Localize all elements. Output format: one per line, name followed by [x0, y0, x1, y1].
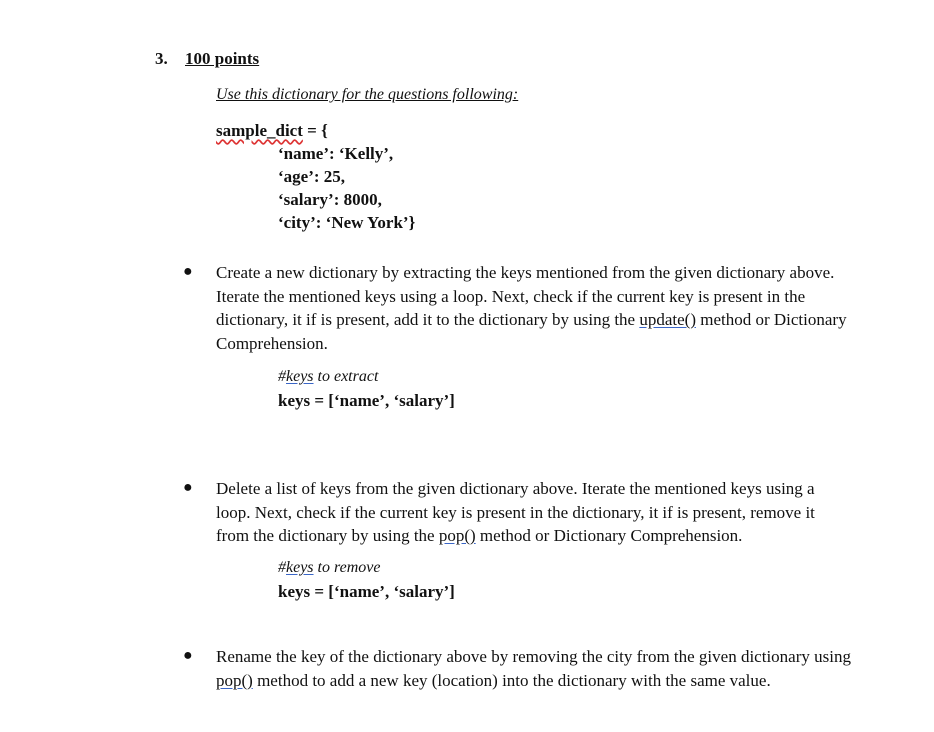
question-points: 100 points	[185, 49, 260, 68]
bullet-1-line: Comprehension.	[216, 333, 328, 353]
bullet-1-line-text: dictionary, it if is present, add it to the dictionary by using the	[216, 310, 640, 329]
dict-assign: = {	[302, 121, 328, 140]
bullet-1-marker: ●	[183, 263, 193, 280]
bullet-3-line-tail: method to add a new key (location) into the dictionary with the same value.	[252, 670, 771, 690]
dict-variable-name: sample_dict	[216, 121, 303, 140]
pop-method-link[interactable]: pop()	[438, 526, 476, 545]
comment-hash: #	[278, 368, 286, 385]
bullet-2-code-line: keys = [‘name’, ‘salary’]	[278, 582, 455, 601]
update-method-link[interactable]: update()	[639, 310, 696, 329]
bullet-2-code-comment	[278, 559, 380, 577]
comment-keyword: keys	[286, 559, 314, 576]
bullet-1-code-line: keys = [‘name’, ‘salary’]	[278, 391, 455, 410]
bullet-3-text	[216, 645, 906, 692]
bullet-2-line: Delete a list of keys from the given dictionary above. Iterate the mentioned keys using a	[216, 479, 815, 498]
pop-method-link[interactable]: pop()	[216, 670, 253, 690]
dict-entry-name: ‘name’: ‘Kelly’,	[278, 144, 394, 163]
bullet-2-line: loop. Next, check if the current key is present in the dictionary, it if is present, remove it	[216, 502, 815, 522]
bullet-1-line-tail: method or Dictionary	[695, 310, 847, 329]
bullet-2-line-text: from the dictionary by using the	[216, 526, 439, 545]
bullet-2-line-tail: method or Dictionary Comprehension.	[475, 526, 743, 545]
bullet-1-text	[216, 261, 906, 355]
comment-rest: to remove	[313, 559, 381, 576]
bullet-1-code-comment	[278, 368, 378, 386]
comment-rest: to extract	[313, 368, 379, 385]
comment-keyword: keys	[286, 368, 314, 385]
bullet-1-line	[216, 308, 906, 332]
dict-entry-salary: ‘salary’: 8000,	[278, 190, 382, 209]
bullet-3-line: Rename the key of the dictionary above by removing the city from the given dictionary using	[216, 647, 851, 666]
bullet-1-line: Create a new dictionary by extracting the keys mentioned from the given dictionary above.	[216, 263, 835, 282]
bullet-2-marker: ●	[183, 479, 193, 496]
instruction-text: Use this dictionary for the questions following:	[216, 86, 519, 103]
question-number: 3.	[155, 49, 168, 68]
comment-hash: #	[278, 559, 286, 576]
bullet-1-line: Iterate the mentioned keys using a loop. Next, check if the current key is present in the	[216, 286, 806, 306]
bullet-3-marker: ●	[183, 647, 193, 664]
bullet-3-line	[216, 669, 906, 693]
dict-declaration	[216, 121, 328, 141]
dict-entry-city: ‘city’: ‘New York’}	[278, 213, 416, 232]
bullet-2-text	[216, 477, 906, 548]
dict-entry-age: ‘age’: 25,	[278, 167, 346, 186]
bullet-2-line	[216, 524, 906, 548]
